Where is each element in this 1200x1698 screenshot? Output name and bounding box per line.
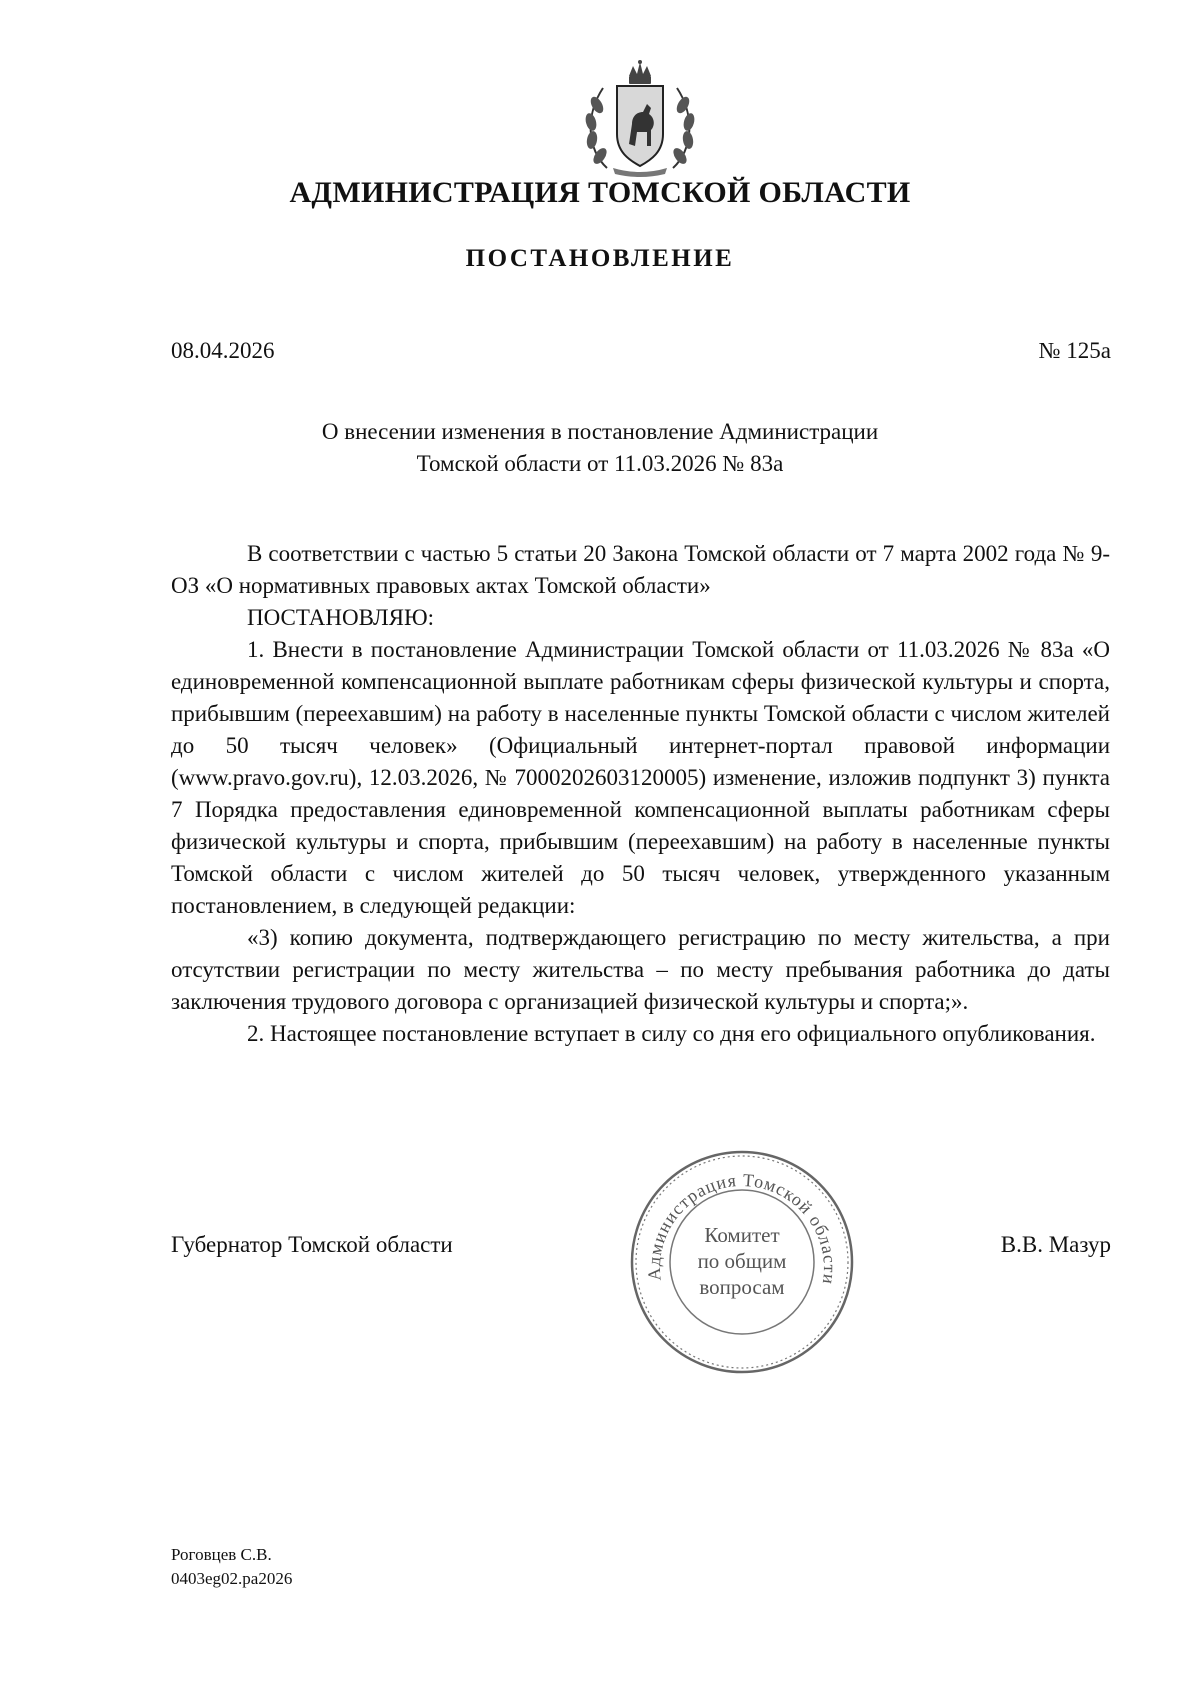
document-number: № 125а	[1038, 338, 1111, 363]
file-code: 0403eg02.pa2026	[171, 1569, 293, 1588]
footer-executor-block	[171, 1543, 292, 1591]
executor-name: Роговцев С.В.	[171, 1545, 272, 1564]
resolve-heading: ПОСТАНОВЛЯЮ:	[247, 605, 435, 630]
organization-title: АДМИНИСТРАЦИЯ ТОМСКОЙ ОБЛАСТИ	[289, 176, 911, 209]
subject-line-1: О внесении изменения в постановление Администрации	[321, 419, 879, 444]
document-body	[171, 538, 1110, 1050]
item-2-paragraph: 2. Настоящее постановление вступает в силу со дня его официального опубликования.	[247, 1021, 1096, 1046]
preamble-paragraph: В соответствии с частью 5 статьи 20 Закона Томской области от 7 марта 2002 года № 9-ОЗ «О нормативных правовых актах Томской области»	[171, 541, 1110, 598]
seal-center-line-2: по общим	[697, 1249, 787, 1273]
item-1-paragraph: 1. Внести в постановление Администрации Томской области от 11.03.2026 № 83а «О единовременной компенсационной выплате работникам сферы физической культуры и спорта, прибывшим (переехавшим) на работу в населенные пункты Томской области с числом жителей до 50 тысяч человек» (Официальный интернет-портал правовой информации (www.pravo.gov.ru), 12.03.2026, № 7000202603120005) изменение, изложив подпункт 3) пункта 7 Порядка предоставления единовременной компенсационной выплаты работникам сферы физической культуры и спорта, прибывшим (переехавшим) на работу в населенные пункты Томской области с числом жителей до 50 тысяч человек, утвержденного указанным постановлением, в следующей редакции:	[171, 637, 1110, 918]
coat-of-arms-emblem	[577, 60, 703, 178]
signatory-name: В.В. Мазур	[1000, 1232, 1111, 1257]
quoted-amendment-paragraph: «3) копию документа, подтверждающего регистрацию по месту жительства, а при отсутствии регистрации по месту жительства – по месту пребывания работника до даты заключения трудового договора с организацией физической культуры и спорта;».	[171, 925, 1110, 1014]
official-seal-stamp	[628, 1148, 856, 1376]
seal-ring-text: Администрация Томской области	[643, 1169, 841, 1287]
document-date: 08.04.2026	[171, 338, 275, 363]
document-subject	[150, 416, 1050, 480]
seal-center-line-3: вопросам	[699, 1275, 785, 1299]
seal-center-line-1: Комитет	[704, 1223, 780, 1247]
signatory-role: Губернатор Томской области	[171, 1232, 453, 1257]
document-type-title: ПОСТАНОВЛЕНИЕ	[465, 245, 735, 272]
subject-line-2: Томской области от 11.03.2026 № 83а	[416, 451, 784, 476]
